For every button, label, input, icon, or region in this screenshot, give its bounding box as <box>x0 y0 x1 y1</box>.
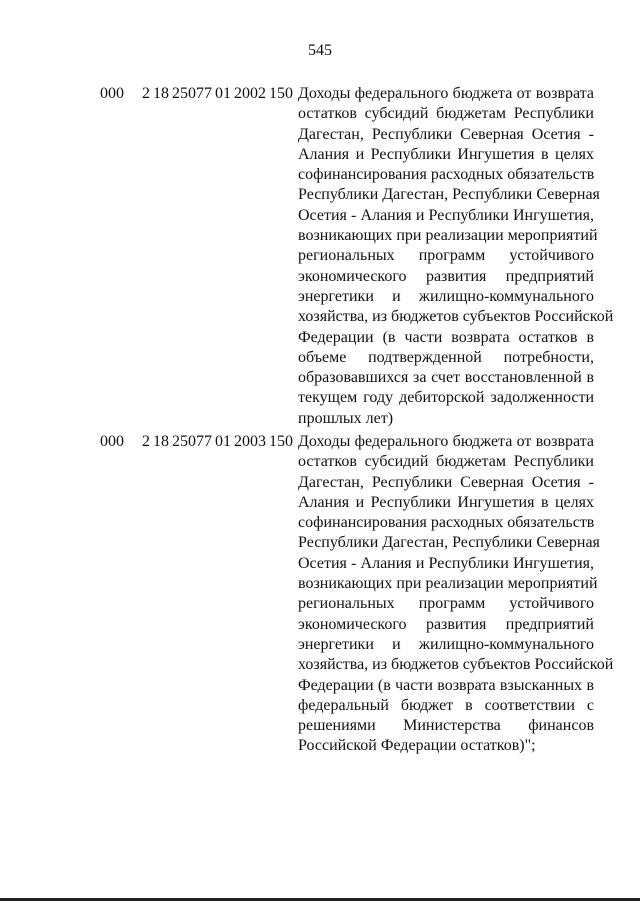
page-bottom-edge <box>0 898 640 901</box>
description-line: федеральный бюджет в соответствии с <box>298 696 594 714</box>
description-line: Федерации (в части возврата взысканных в <box>298 676 594 694</box>
description-line: остатков субсидий бюджетам Республики <box>298 453 594 471</box>
description-line: региональных программ устойчивого <box>298 595 594 613</box>
description-line: хозяйства, из бюджетов субъектов Российской <box>298 308 614 326</box>
description-line: энергетики и жилищно-коммунального <box>298 287 594 305</box>
budget-classification-code: 2 18 25077 01 2002 150 <box>142 85 293 102</box>
admin-code: 000 <box>100 85 124 102</box>
description-line: Алания и Республики Ингушетия в целях <box>298 145 594 163</box>
description-line: экономического развития предприятий <box>298 267 594 285</box>
page-number: 545 <box>308 42 332 59</box>
description-line: Осетия - Алания и Республики Ингушетия, <box>298 554 594 572</box>
description-line: Дагестан, Республики Северная Осетия - <box>298 125 594 143</box>
description-line: Федерации (в части возврата остатков в <box>298 328 594 346</box>
description-line: энергетики и жилищно-коммунального <box>298 635 594 653</box>
description-line: Доходы федерального бюджета от возврата <box>298 85 594 102</box>
budget-classification-code: 2 18 25077 01 2003 150 <box>142 433 293 450</box>
description-line: Республики Дагестан, Республики Северная <box>298 186 600 204</box>
description-line: Алания и Республики Ингушетия в целях <box>298 493 594 511</box>
description-line: Российской Федерации остатков)"; <box>298 737 536 755</box>
description-line: софинансирования расходных обязательств <box>298 514 595 532</box>
description-line: остатков субсидий бюджетам Республики <box>298 105 594 123</box>
description-line: Дагестан, Республики Северная Осетия - <box>298 473 594 491</box>
description-line: решениями Министерства финансов <box>298 717 594 735</box>
description-line: региональных программ устойчивого <box>298 247 594 265</box>
description-line: возникающих при реализации мероприятий <box>298 575 598 593</box>
description-line: прошлых лет) <box>298 409 394 427</box>
description-line: экономического развития предприятий <box>298 615 594 633</box>
description-line: софинансирования расходных обязательств <box>298 166 595 184</box>
description-line: хозяйства, из бюджетов субъектов Российской <box>298 656 614 674</box>
description-line: возникающих при реализации мероприятий <box>298 227 598 245</box>
description-line: образовавшихся за счет восстановленной в <box>298 369 594 387</box>
description-line: объеме подтвержденной потребности, <box>298 348 594 366</box>
description-line: Доходы федерального бюджета от возврата <box>298 433 594 450</box>
description-line: Республики Дагестан, Республики Северная <box>298 534 600 552</box>
admin-code: 000 <box>100 433 124 450</box>
entry-description <box>298 84 614 429</box>
description-line: Осетия - Алания и Республики Ингушетия, <box>298 206 594 224</box>
entry-description <box>298 432 614 757</box>
description-line: текущем году дебиторской задолженности <box>298 389 594 407</box>
